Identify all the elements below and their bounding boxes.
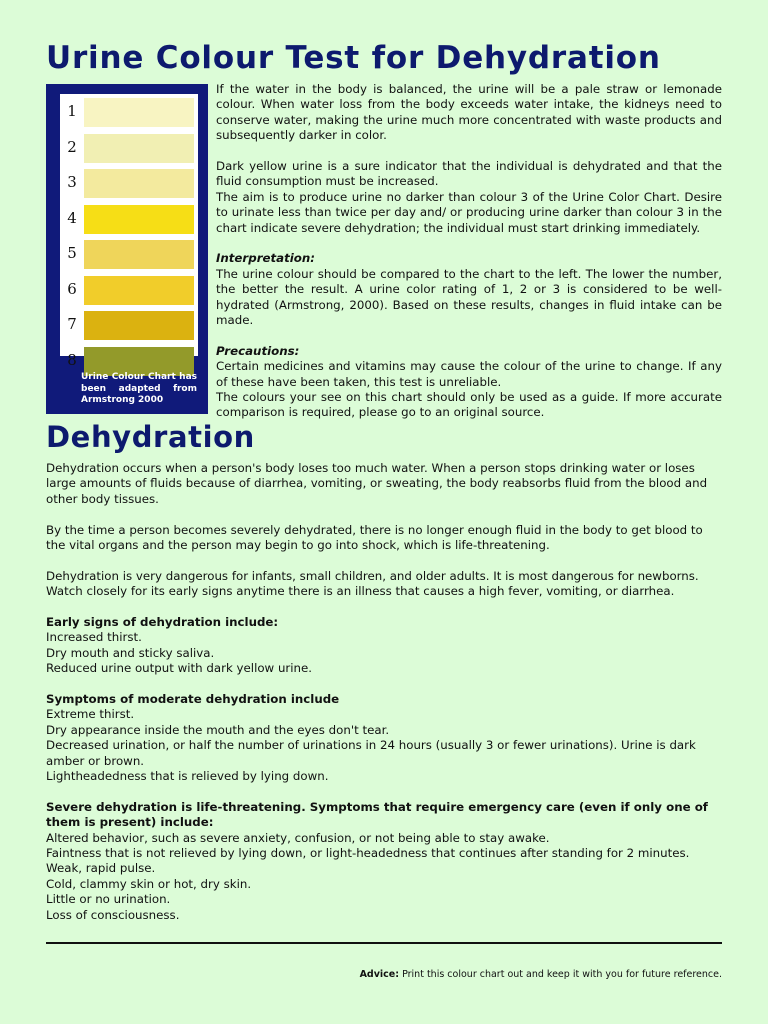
footer-divider <box>46 942 722 944</box>
moderate-symptoms-list <box>46 707 722 784</box>
early-signs-heading: Early signs of dehydration include: <box>46 615 279 630</box>
swatch-number-6: 6 <box>67 279 77 298</box>
advice-note <box>360 969 722 980</box>
colour-swatch-3 <box>84 169 194 198</box>
precautions-heading: Precautions: <box>216 343 300 358</box>
moderate-symptom-item: Extreme thirst. <box>46 707 135 722</box>
swatch-number-2: 2 <box>67 137 77 156</box>
severe-symptom-item: Faintness that is not relieved by lying down, or light-headedness that continues after standing for 2 minutes. <box>46 846 690 861</box>
early-sign-item: Dry mouth and sticky saliva. <box>46 645 215 660</box>
early-signs-block <box>46 615 722 677</box>
colour-swatch-6 <box>84 276 194 305</box>
intro-section <box>216 82 722 421</box>
severe-symptom-item: Altered behavior, such as severe anxiety, confusion, or not being able to stay awake. <box>46 830 550 845</box>
severe-symptoms-heading: Severe dehydration is life-threatening. Symptoms that require emergency care (even if only one of them is present) include: <box>46 799 708 830</box>
swatch-number-1: 1 <box>67 102 77 120</box>
severe-symptom-item: Little or no urination. <box>46 892 171 907</box>
early-sign-item: Increased thirst. <box>46 630 142 645</box>
intro-paragraph-2b: The aim is to produce urine no darker than colour 3 of the Urine Color Chart. Desire to urinate less than twice per day and/ or producing urine darker than colour 3 in the chart indicate severe dehydration; the individual must start drinking immediately. <box>216 189 722 235</box>
severe-symptom-item: Cold, clammy skin or hot, dry skin. <box>46 876 252 891</box>
dehydration-heading: Dehydration <box>46 420 255 454</box>
page-title: Urine Colour Test for Dehydration <box>46 40 661 76</box>
advice-text: Print this colour chart out and keep it with you for future reference. <box>402 969 722 980</box>
swatch-number-5: 5 <box>67 244 77 262</box>
moderate-symptoms-block <box>46 692 722 784</box>
dehydration-section <box>46 461 722 923</box>
colour-swatch-2 <box>84 134 194 163</box>
moderate-symptoms-heading: Symptoms of moderate dehydration include <box>46 692 340 707</box>
intro-paragraph-2a: Dark yellow urine is a sure indicator that the individual is dehydrated and that the fluid consumption must be increased. <box>216 159 722 189</box>
moderate-symptom-item: Lightheadedness that is relieved by lying down. <box>46 769 329 784</box>
severe-symptoms-list <box>46 831 722 923</box>
swatch-number-7: 7 <box>67 315 77 333</box>
swatch-number-8: 8 <box>67 350 77 369</box>
dehydration-paragraph-2: By the time a person becomes severely dehydrated, there is no longer enough fluid in the body to get blood to the vital organs and the person may begin to go into shock, which is life-threatening. <box>46 522 703 553</box>
urine-colour-chart <box>46 84 208 414</box>
precautions-text-2: The colours your see on this chart should only be used as a guide. If more accurate comparison is required, please go to an original source. <box>216 390 722 420</box>
severe-symptom-item: Loss of consciousness. <box>46 907 180 922</box>
severe-symptom-item: Weak, rapid pulse. <box>46 861 156 876</box>
moderate-symptom-item: Dry appearance inside the mouth and the eyes don't tear. <box>46 722 390 737</box>
dehydration-paragraph-1: Dehydration occurs when a person's body loses too much water. When a person stops drinking water or loses large amounts of fluids because of diarrhea, vomiting, or sweating, the body reabsorbs fluid from the blood and other body tissues. <box>46 461 708 506</box>
advice-label: Advice: <box>359 969 400 980</box>
early-signs-list <box>46 630 722 676</box>
chart-swatches <box>60 94 198 369</box>
interpretation-heading: Interpretation: <box>216 251 316 266</box>
chart-caption: Urine Colour Chart has been adapted from Armstrong 2000 <box>81 372 197 405</box>
precautions-text-1: Certain medicines and vitamins may cause the colour of the urine to change. If any of these have been taken, this test is unreliable. <box>216 359 722 389</box>
colour-swatch-4 <box>84 205 194 234</box>
swatch-number-3: 3 <box>67 173 77 191</box>
moderate-symptom-item: Decreased urination, or half the number of urinations in 24 hours (usually 3 or fewer urinations). Urine is dark amber or brown. <box>46 738 696 768</box>
colour-swatch-5 <box>84 240 194 269</box>
swatch-number-4: 4 <box>67 208 77 227</box>
interpretation-text: The urine colour should be compared to the chart to the left. The lower the number, the better the result. A urine color rating of 1, 2 or 3 is considered to be well-hydrated (Armstrong, 2000). Based on these results, changes in fluid intake can be made. <box>216 266 722 328</box>
colour-swatch-1 <box>84 98 194 127</box>
intro-paragraph-1: If the water in the body is balanced, the urine will be a pale straw or lemonade colour. When water loss from the body exceeds water intake, the kidneys need to conserve water, making the urine much more concentrated with waste products and subsequently darker in color. <box>216 82 722 143</box>
severe-symptoms-block <box>46 800 722 923</box>
dehydration-paragraph-3: Dehydration is very dangerous for infants, small children, and older adults. It is most dangerous for newborns. Watch closely for its early signs anytime there is an illness that causes a high fever, vomiting, or diarrhea. <box>46 568 699 599</box>
early-sign-item: Reduced urine output with dark yellow urine. <box>46 661 313 676</box>
colour-swatch-7 <box>84 311 194 340</box>
